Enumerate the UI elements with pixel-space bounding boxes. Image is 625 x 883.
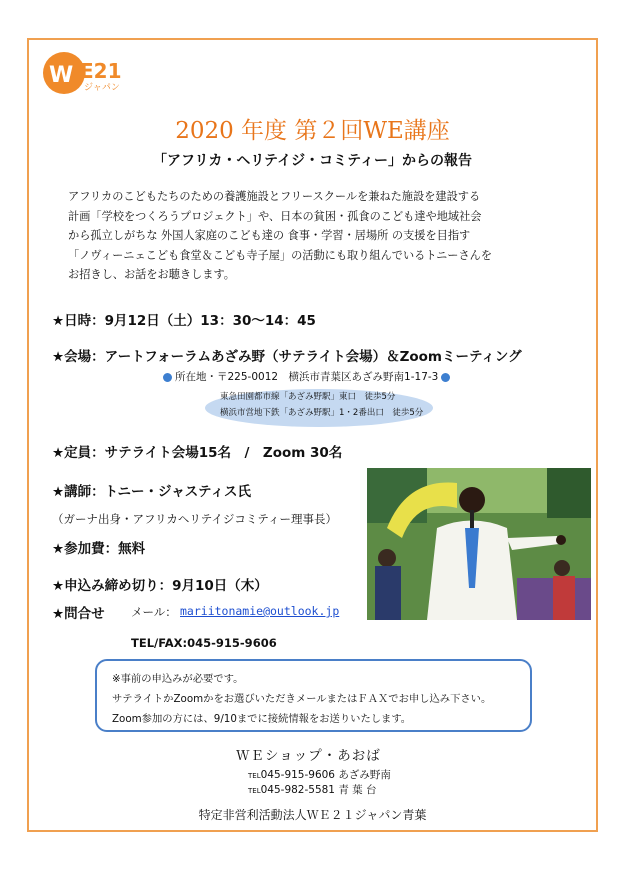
station-line-1: 東急田園都市線「あざみ野駅」東口 徒歩5分 xyxy=(220,392,396,402)
speaker-photo xyxy=(367,468,591,620)
intro-line: アフリカのこどもたちのための養護施設とフリースクールを兼ねた施設を建設する xyxy=(68,190,481,203)
intro-line: 計画「学校をつくろうプロジェクト」や、日本の貧困・孤食のこども達や地域社会 xyxy=(68,209,482,223)
shop-line-1-text: 045-915-9606 あざみ野南 xyxy=(260,769,391,781)
svg-text:ジャパン: ジャパン xyxy=(84,83,120,93)
notice-line: ※事前の申込みが必要です。 xyxy=(112,673,244,685)
shop-line-2 xyxy=(248,782,377,797)
intro-line: から孤立しがちな 外国人家庭のこども達の 食事・学習・居場所 の支援を目指す xyxy=(68,229,471,242)
notice-line: Zoom参加の方には、9/10までに接続情報をお送りいたします。 xyxy=(112,713,412,725)
notice-line: サテライトかZoomかをお選びいただきメールまたはＦＡＸでお申し込み下さい。 xyxy=(112,693,492,705)
tel-fax: TEL/FAX:045-915-9606 xyxy=(131,636,277,650)
shop-line-2-text: 045-982-5581 青 葉 台 xyxy=(260,784,377,796)
deadline: ★申込み締め切り：9月10日（木） xyxy=(52,578,268,594)
event-subtitle: 「アフリカ・ヘリテイジ・コミティー」からの報告 xyxy=(153,153,472,169)
email-link[interactable]: mariitonamie@outlook.jp xyxy=(180,604,340,618)
capacity: ★定員：サテライト会場15名 / Zoom 30名 xyxy=(52,445,343,461)
shop-line-1 xyxy=(248,767,391,782)
we21-logo xyxy=(40,45,130,100)
lecturer: ★講師：トニー・ジャスティス氏 xyxy=(52,484,251,500)
svg-text:E21: E21 xyxy=(80,59,122,83)
bullet-icon xyxy=(163,373,172,382)
svg-text:W: W xyxy=(49,63,74,88)
event-title: 2020 年度 第２回WE講座 xyxy=(175,118,450,144)
intro-paragraph xyxy=(68,187,568,285)
mail-label: メール： xyxy=(131,605,177,619)
contact: ★問合せ xyxy=(52,606,105,622)
organization-footer: 特定非営利活動法人ＷＥ２１ジャパン青葉 xyxy=(198,808,427,822)
intro-line: 「ノヴィーニェこども食堂＆こども寺子屋」の活動にも取り組んでいるトニーさんを xyxy=(68,248,493,262)
fee: ★参加費：無料 xyxy=(52,541,146,557)
lecturer-note: （ガーナ出身・アフリカヘリテイジコミティー理事長） xyxy=(52,512,337,526)
shop-name: ＷＥショップ・あおば xyxy=(236,748,381,764)
tel-label: TEL xyxy=(248,772,261,780)
bullet-icon xyxy=(441,373,450,382)
datetime: ★日時：9月12日（土）13：30〜14：45 xyxy=(52,313,316,329)
address-text: 所在地・〒225-0012 横浜市青葉区あざみ野南1-17-3 xyxy=(175,371,439,383)
station-line-2: 横浜市営地下鉄「あざみ野駅」1・2番出口 徒歩5分 xyxy=(220,408,424,418)
venue: ★会場：アートフォーラムあざみ野（サテライト会場）＆Zoomミーティング xyxy=(52,349,522,365)
tel-label: TEL xyxy=(248,787,261,795)
intro-line: お招きし、お話をお聴きします。 xyxy=(68,268,235,281)
address xyxy=(160,369,453,384)
notice-box xyxy=(95,659,532,732)
